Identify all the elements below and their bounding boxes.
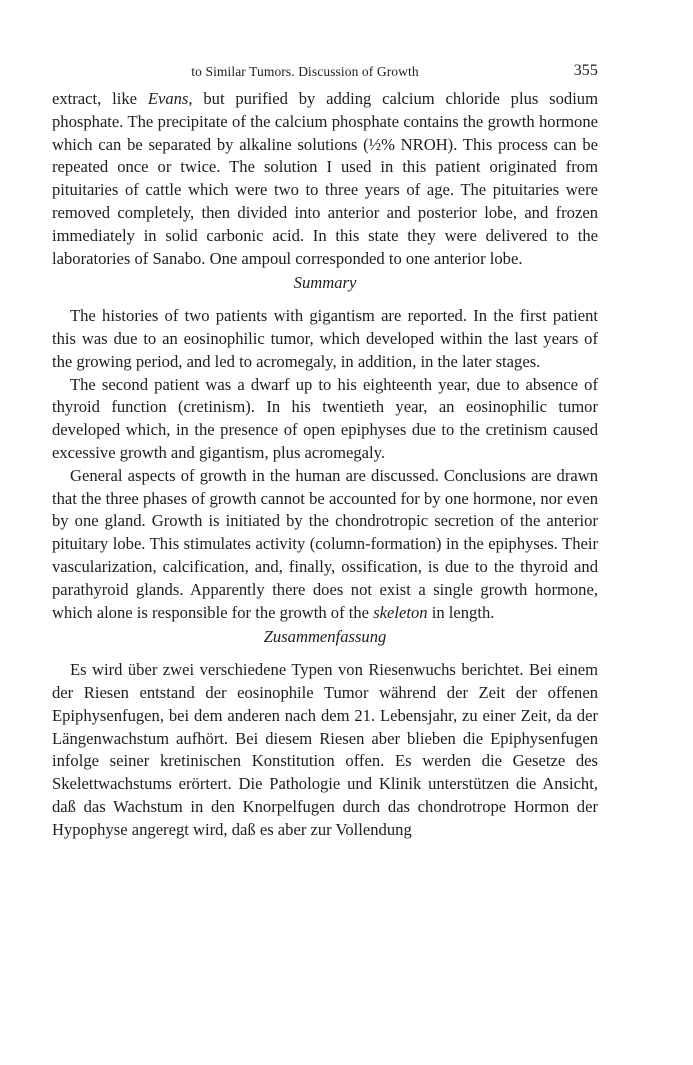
emphasized-word-skeleton: skeleton: [373, 602, 428, 622]
summary-heading: Summary: [293, 273, 357, 293]
zusammenfassung-heading: Zusammenfassung: [263, 627, 387, 647]
running-header: [52, 58, 598, 88]
summary-paragraph-3-end: in length.: [427, 602, 495, 622]
running-title: to Similar Tumors. Discussion of Growth: [191, 64, 419, 79]
summary-paragraph-3: [52, 465, 598, 625]
summary-paragraph-2: The second patient was a dwarf up to his eighteenth year, due to absence of thyroid function (cretinism). In his twentieth year, an eosinophilic tumor developed which, in the presence of open epiphyses due to the cretinism caused excessive growth and gigantism, plus acromegaly.: [52, 374, 598, 462]
summary-paragraph-3-text: General aspects of growth in the human are discussed. Conclusions are drawn that the three phases of growth cannot be accounted for by one hormone, nor even by one gland. Growth is initiated by the chondrotropic secretion of the anterior pituitary lobe. This stimulates activity (column-formation) in the epiphyses. Their vascularization, calcification, and, finally, ossification, is due to the thyroid and parathyroid glands. Apparently there does not exist a single growth hormone, which alone is responsible for the growth of the: [52, 465, 598, 622]
paragraph-text-lead: extract, like: [52, 89, 148, 108]
page: [52, 58, 598, 842]
author-name-evans: Evans,: [147, 89, 193, 108]
summary-paragraph-1: The histories of two patients with gigantism are reported. In the first patient this was due to an eosinophilic tumor, which developed within the last years of the growing period, and led to acromegaly, in addition, in the later stages.: [52, 306, 598, 371]
paragraph-text-body: but purified by adding calcium chloride plus sodium phosphate. The precipitate of the calcium phosphate contains the growth hormone which can be separated by alkaline solutions (½% NROH). This process can be repeated once or twice. The solution I used in this patient originated from pituitaries of cattle which were two to three years of age. The pituitaries were removed completely, then divided into anterior and posterior lobe, and frozen immediately in solid carbonic acid. In this state they were delivered to the laboratories of Sanabo. One ampoul corresponded to one anterior lobe.: [52, 89, 599, 268]
page-number: 355: [573, 62, 598, 79]
zusammenfassung-paragraph-1: Es wird über zwei verschiedene Typen von Riesenwuchs berichtet. Bei einem der Riesen entstand der eosinophile Tumor während der Zeit der offenen Epiphysenfugen, bei dem anderen nach dem 21. Lebensjahr, zu einer Zeit, da der Längenwachstum aufhört. Bei diesem Riesen aber blieben die Epiphysenfugen infolge seiner kretinischen Konstitution offen. Es werden die Gesetze des Skelettwachstums erörtert. Die Pathologie und Klinik unterstützen die Ansicht, daß das Wachstum in den Knorpelfugen durch das chondrotrope Hormon der Hypophyse angeregt wird, daß es aber zur Vollendung: [52, 660, 598, 839]
continued-paragraph: [52, 88, 598, 270]
